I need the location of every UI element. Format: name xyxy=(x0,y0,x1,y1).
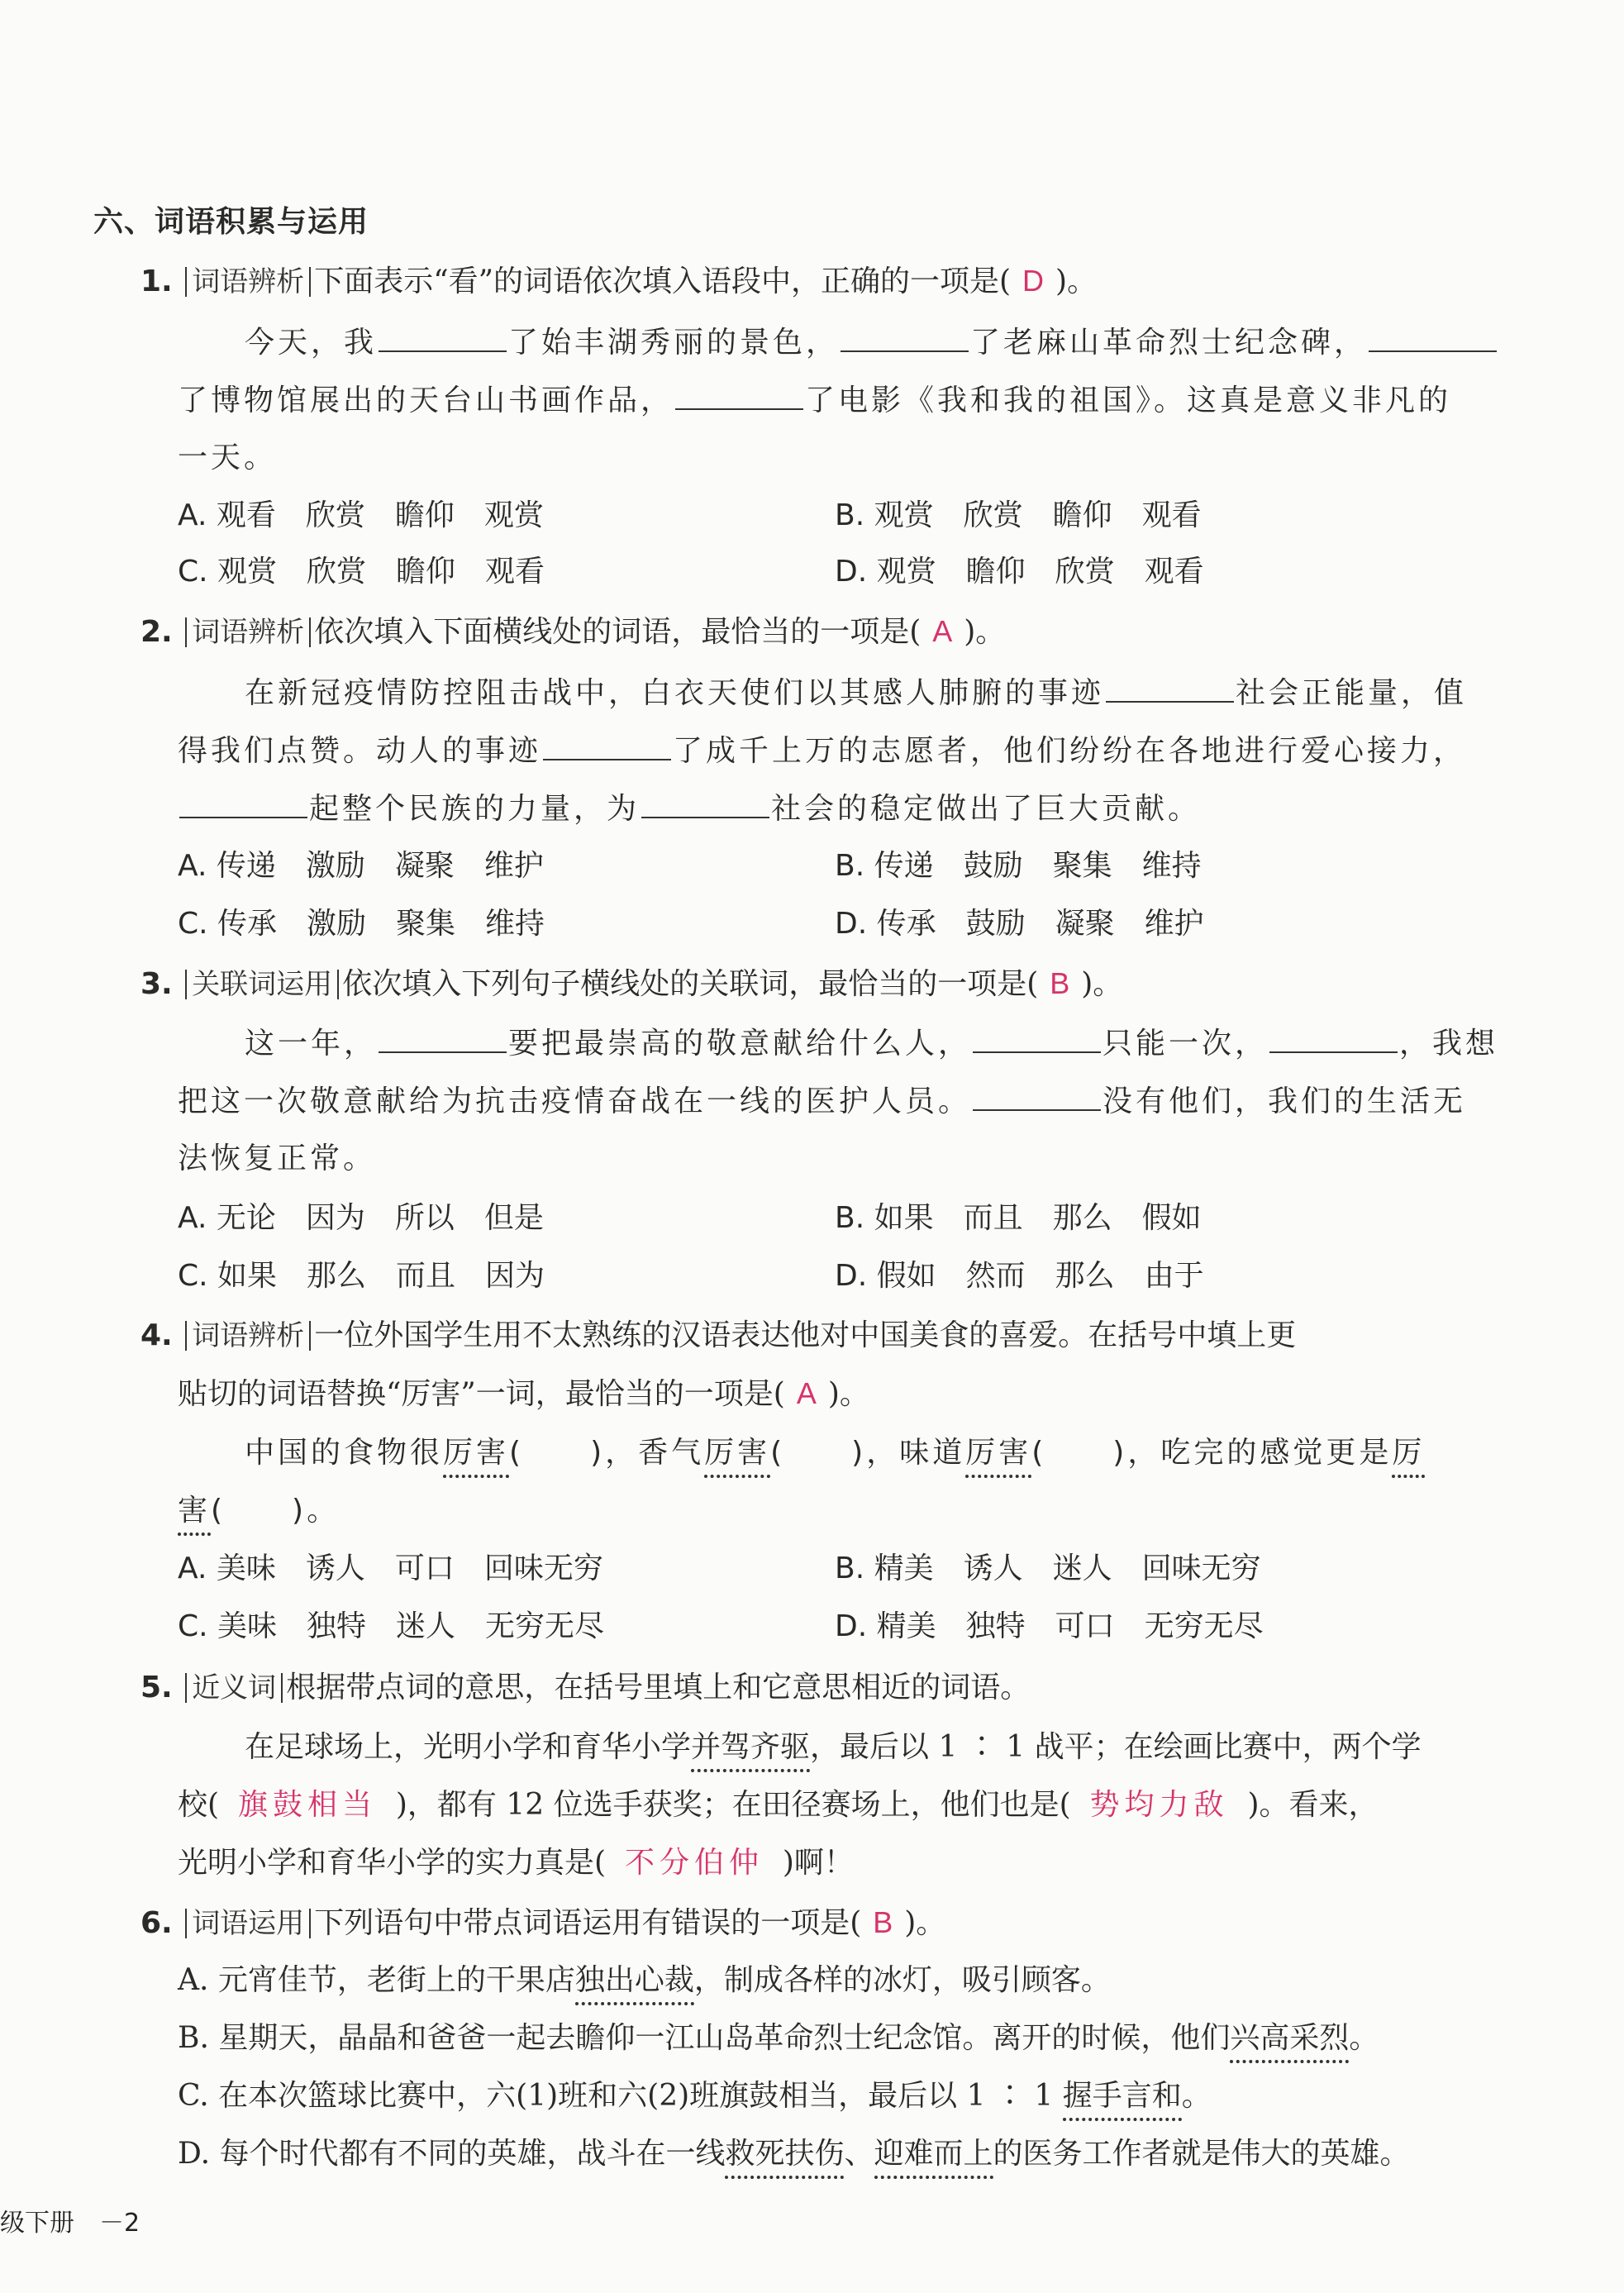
blank xyxy=(641,789,769,818)
blank xyxy=(379,322,507,352)
q6-option-d: D. 每个时代都有不同的英雄，战斗在一线救死扶伤、迎难而上的医务工作者就是伟大的英雄。 xyxy=(178,2134,1410,2174)
q2-passage-line-2: 得我们点赞。动人的事迹 了成千上万的志愿者，他们纷纷在各地进行爱心接力， xyxy=(178,731,1466,771)
q5-passage-line-3: 光明小学和育华小学的实力真是( 不分伯仲 )啊！ xyxy=(178,1846,854,1880)
question-3-stem: 3. 关联词运用 依次填入下列句子横线处的关联词，最恰当的一项是( B )。 xyxy=(140,966,1123,1001)
question-tag: 词语辨析 xyxy=(185,617,311,647)
question-2-stem: 2. 词语辨析 依次填入下面横线处的词语，最恰当的一项是( A )。 xyxy=(140,614,1006,649)
q1-passage-line-1: 今天，我 了始丰湖秀丽的景色， 了老麻山革命烈士纪念碑， xyxy=(245,322,1498,363)
q4-passage-line-2: 害( )。 xyxy=(178,1491,340,1531)
blank xyxy=(1269,1023,1398,1053)
q6-option-b: B. 星期天，晶晶和爸爸一起去瞻仰一江山岛革命烈士纪念馆。离开的时候，他们兴高采烈。 xyxy=(178,2019,1379,2058)
q3-option-a: A. 无论 因为 所以 但是 xyxy=(178,1201,544,1235)
question-5-stem: 5. 近义词 根据带点词的意思，在括号里填上和它意思相近的词语。 xyxy=(140,1671,1031,1704)
q5-passage-line-1: 在足球场上，光明小学和育华小学并驾齐驱，最后以 1 ∶ 1 战平；在绘画比赛中，两个学 xyxy=(245,1728,1422,1767)
answer-q5-2: 势均力敌 xyxy=(1089,1788,1229,1822)
q2-passage-line-1: 在新冠疫情防控阻击战中，白衣天使们以其感人肺腑的事迹 社会正能量，值 xyxy=(245,673,1467,713)
q6-option-a: A. 元宵佳节，老街上的干果店独出心裁，制成各样的冰灯，吸引顾客。 xyxy=(178,1961,1111,2000)
answer-q5-1: 旗鼓相当 xyxy=(237,1788,377,1822)
blank xyxy=(973,1023,1101,1053)
q4-option-b: B. 精美 诱人 迷人 回味无穷 xyxy=(835,1552,1261,1585)
q4-option-d: D. 精美 独特 可口 无穷无尽 xyxy=(835,1609,1264,1643)
q1-option-a: A. 观看 欣赏 瞻仰 观赏 xyxy=(178,498,544,532)
answer-q3: B xyxy=(1050,966,1070,1000)
q2-passage-line-3: 起整个民族的力量，为 社会的稳定做出了巨大贡献。 xyxy=(178,789,1201,829)
q3-passage-line-1: 这一年， 要把最崇高的敬意献给什么人， 只能一次， ，我想 xyxy=(245,1023,1498,1064)
answer-q6: B xyxy=(873,1905,893,1939)
question-tag: 词语辨析 xyxy=(185,1321,311,1351)
answer-q1: D xyxy=(1022,264,1045,298)
question-4-stem: 4. 词语辨析 一位外国学生用不太熟练的汉语表达他对中国美食的喜爱。在括号中填上更 xyxy=(140,1318,1297,1352)
q3-option-d: D. 假如 然而 那么 由于 xyxy=(835,1259,1204,1293)
question-tag: 词语辨析 xyxy=(185,267,311,297)
q3-passage-line-2: 把这一次敬意献给为抗击疫情奋战在一线的医护人员。 没有他们，我们的生活无 xyxy=(178,1081,1466,1122)
q1-passage-line-2: 了博物馆展出的天台山书画作品， 了电影《我和我的祖国》。这真是意义非凡的 xyxy=(178,380,1451,421)
q3-option-b: B. 如果 而且 那么 假如 xyxy=(835,1201,1202,1235)
q4-passage-line-1: 中国的食物很厉害( )，香气厉害( )，味道厉害( )，吃完的感觉更是厉 xyxy=(245,1433,1425,1473)
answer-q4: A xyxy=(796,1376,817,1410)
question-6-stem: 6. 词语运用 下列语句中带点词语运用有错误的一项是( B )。 xyxy=(140,1905,946,1940)
q2-option-b: B. 传递 鼓励 聚集 维持 xyxy=(835,849,1202,883)
question-4-stem-2: 贴切的词语替换“厉害”一词，最恰当的一项是( A )。 xyxy=(178,1376,869,1411)
question-1-stem: 1. 词语辨析 下面表示“看”的词语依次填入语段中，正确的一项是( D )。 xyxy=(140,264,1098,298)
blank xyxy=(543,731,671,760)
q1-option-d: D. 观赏 瞻仰 欣赏 观看 xyxy=(835,555,1204,589)
answer-q2: A xyxy=(932,614,953,648)
q3-option-c: C. 如果 那么 而且 因为 xyxy=(178,1259,545,1293)
blank xyxy=(179,789,307,818)
blank xyxy=(1369,322,1497,352)
blank xyxy=(841,322,969,352)
q4-option-c: C. 美味 独特 迷人 无穷无尽 xyxy=(178,1609,605,1643)
q2-option-d: D. 传承 鼓励 凝聚 维护 xyxy=(835,907,1204,941)
q1-passage-line-3: 一天。 xyxy=(178,441,278,474)
blank xyxy=(379,1023,507,1053)
q2-option-c: C. 传承 激励 聚集 维持 xyxy=(178,907,545,941)
blank xyxy=(1106,673,1234,703)
page-footer: 级下册 －2 xyxy=(0,2209,140,2238)
q4-option-a: A. 美味 诱人 可口 回味无穷 xyxy=(178,1552,603,1585)
question-tag: 关联词运用 xyxy=(185,970,339,999)
q6-option-c: C. 在本次篮球比赛中，六(1)班和六(2)班旗鼓相当，最后以 1 ∶ 1 握手言和。 xyxy=(178,2076,1212,2116)
section-title: 六、词语积累与运用 xyxy=(93,205,369,239)
question-tag: 近义词 xyxy=(185,1673,283,1703)
answer-q5-3: 不分伯仲 xyxy=(624,1846,764,1880)
blank xyxy=(973,1081,1101,1111)
q2-option-a: A. 传递 激励 凝聚 维护 xyxy=(178,849,544,883)
question-tag: 词语运用 xyxy=(185,1909,311,1938)
blank xyxy=(675,380,803,410)
q3-passage-line-3: 法恢复正常。 xyxy=(178,1142,377,1175)
q5-passage-line-2: 校( 旗鼓相当 )，都有 12 位选手获奖；在田径赛场上，他们也是( 势均力敌 )。看来， xyxy=(178,1788,1379,1822)
q1-option-c: C. 观赏 欣赏 瞻仰 观看 xyxy=(178,555,545,589)
q1-option-b: B. 观赏 欣赏 瞻仰 观看 xyxy=(835,498,1202,532)
